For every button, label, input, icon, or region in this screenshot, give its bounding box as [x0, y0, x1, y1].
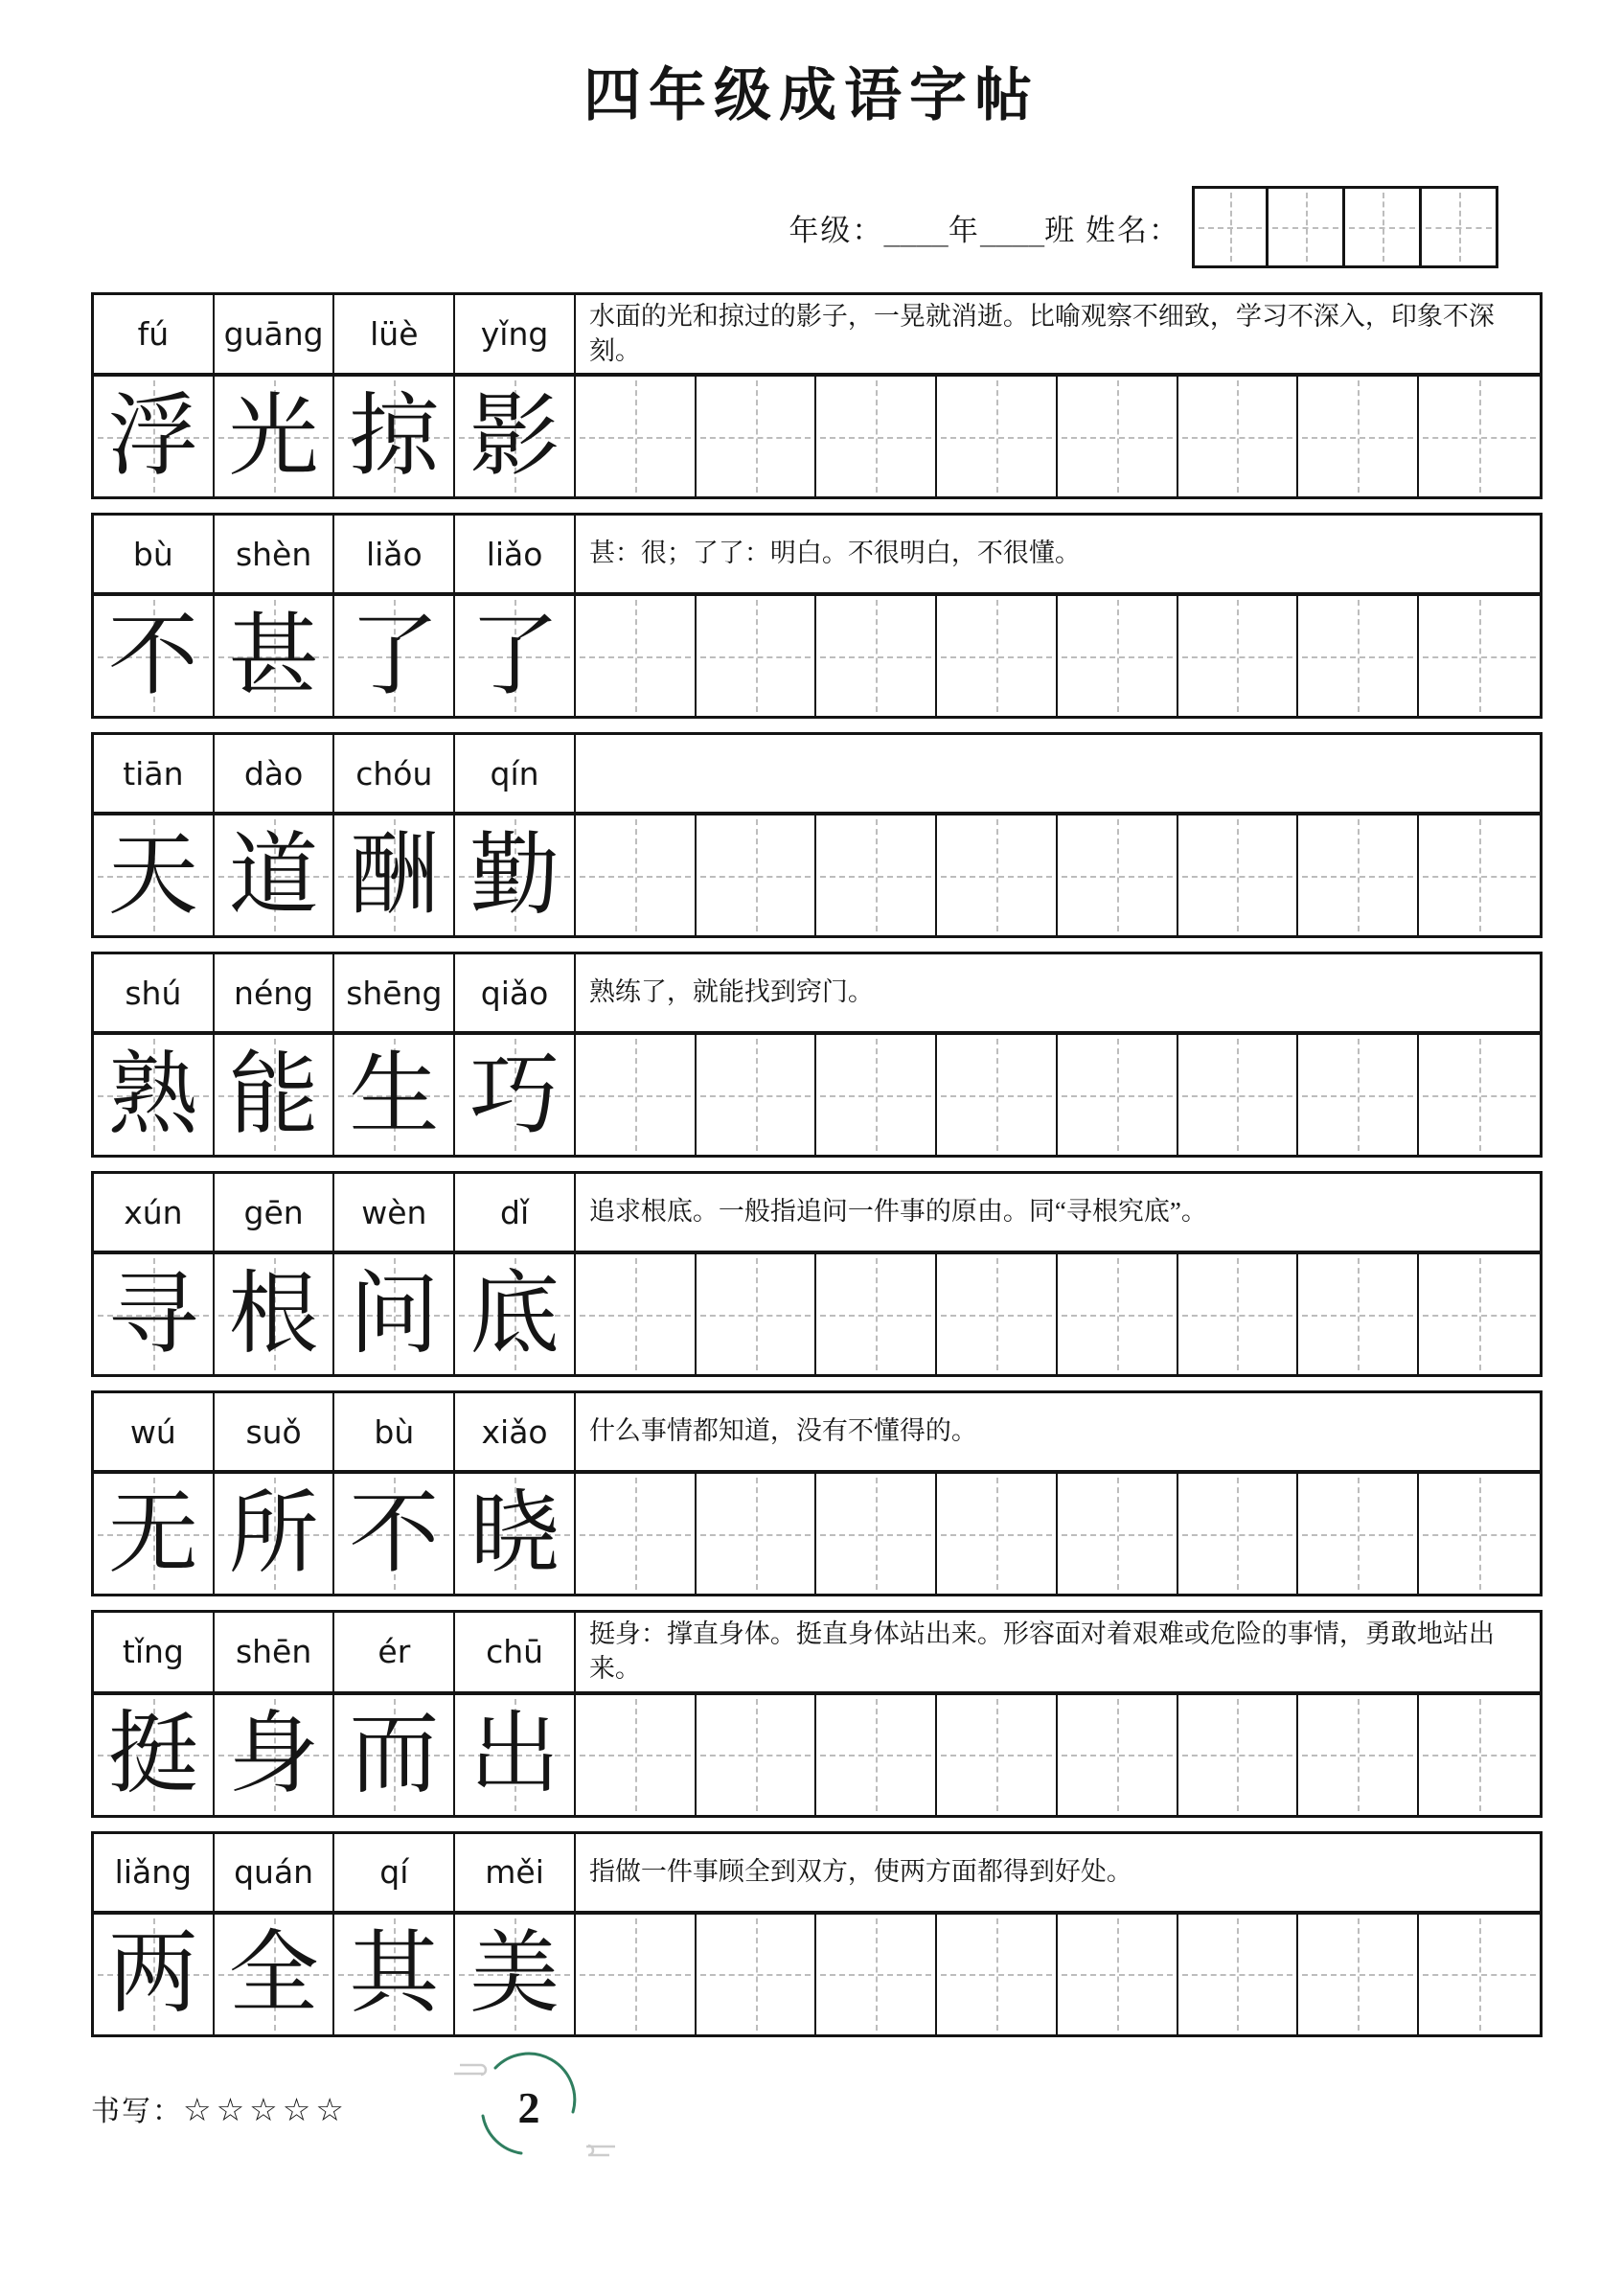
practice-cell [1298, 815, 1419, 935]
practice-cell [697, 1035, 817, 1155]
practice-cell [816, 1915, 937, 2034]
pinyin-cell: liǎo [455, 516, 576, 592]
practice-cell [1178, 1474, 1299, 1594]
pinyin-row [94, 954, 1540, 1035]
pinyin-cell: shēng [334, 954, 455, 1031]
character-cell [94, 1474, 215, 1594]
character-row [94, 1695, 1540, 1815]
character-cell [215, 815, 335, 935]
practice-cell [1298, 596, 1419, 716]
character-cell [215, 1695, 335, 1815]
character-cell [334, 377, 455, 496]
idiom-character: 底 [469, 1264, 560, 1365]
character-cell [334, 815, 455, 935]
character-cell [455, 377, 576, 496]
practice-cell [1058, 1254, 1178, 1374]
practice-cell [1178, 1915, 1299, 2034]
practice-cell [1058, 596, 1178, 716]
idiom-character: 问 [349, 1264, 440, 1365]
practice-cell [1419, 1695, 1540, 1815]
idiom-character: 无 [107, 1483, 198, 1584]
idiom-character: 光 [228, 386, 319, 487]
pinyin-cell: quán [215, 1834, 335, 1911]
pinyin-cell: gēn [215, 1174, 335, 1251]
pinyin-cell: lüè [334, 295, 455, 373]
character-cell [94, 815, 215, 935]
practice-cell [1419, 1915, 1540, 2034]
score-label: 书写： [91, 2096, 183, 2127]
practice-cell [1419, 596, 1540, 716]
pinyin-cell: yǐng [455, 295, 576, 373]
practice-cell [1298, 377, 1419, 496]
idiom-character: 酬 [349, 825, 440, 926]
idiom-character: 生 [349, 1045, 440, 1145]
practice-cell [576, 1695, 697, 1815]
grade-blank: ____ [883, 215, 949, 247]
idiom-character: 影 [469, 386, 560, 487]
name-cell [1269, 186, 1345, 268]
definition-text: 追求根底。一般指追问一件事的原由。同“寻根究底”。 [588, 1197, 1207, 1227]
character-row [94, 596, 1540, 716]
idiom-block [91, 513, 1543, 719]
name-label: 姓名： [1086, 213, 1180, 247]
grade-label: 年级： [789, 213, 884, 247]
idiom-block [91, 1610, 1543, 1817]
pinyin-row [94, 295, 1540, 377]
year-label: 年 [948, 213, 980, 247]
character-cell [455, 1254, 576, 1374]
character-cell [215, 1254, 335, 1374]
idiom-character: 晓 [469, 1483, 560, 1584]
idiom-character: 了 [469, 606, 560, 706]
practice-cell [1058, 1695, 1178, 1815]
pinyin-cell: fú [94, 295, 215, 373]
character-cell [455, 1035, 576, 1155]
pinyin-cell: shēn [215, 1613, 335, 1690]
practice-cell [1058, 815, 1178, 935]
writing-score-line [91, 2087, 349, 2129]
character-cell [455, 1474, 576, 1594]
practice-cell [1419, 1254, 1540, 1374]
pinyin-cell: liǎng [94, 1834, 215, 1911]
idiom-character: 两 [107, 1924, 198, 2024]
idiom-character: 不 [349, 1483, 440, 1584]
idiom-character: 巧 [469, 1045, 560, 1145]
practice-cell [697, 596, 817, 716]
character-cell [334, 1474, 455, 1594]
practice-cell [697, 1695, 817, 1815]
pinyin-cell: tiān [94, 735, 215, 812]
definition-text: 挺身：撑直身体。挺直身体站出来。形容面对着艰难或危险的事情，勇敢地站出来。 [588, 1619, 1495, 1683]
idiom-block [91, 1390, 1543, 1596]
idiom-character: 寻 [107, 1264, 198, 1365]
character-row [94, 815, 1540, 935]
pinyin-cell: liǎo [334, 516, 455, 592]
character-cell [215, 1915, 335, 2034]
practice-cell [1178, 815, 1299, 935]
practice-cell [697, 1254, 817, 1374]
page-number: 2 [517, 2082, 540, 2132]
practice-cell [816, 1474, 937, 1594]
character-cell [215, 596, 335, 716]
idiom-block [91, 1171, 1543, 1377]
idiom-blocks [91, 292, 1543, 2051]
pinyin-cell: néng [215, 954, 335, 1031]
idiom-character: 挺 [107, 1705, 198, 1804]
page-title: 四年级成语字帖 [583, 64, 1040, 127]
practice-cell [576, 1915, 697, 2034]
character-cell [94, 1254, 215, 1374]
practice-cell [576, 1254, 697, 1374]
pinyin-cell: měi [455, 1834, 576, 1911]
practice-cell [937, 1695, 1058, 1815]
practice-cell [1178, 1035, 1299, 1155]
pinyin-row [94, 1834, 1540, 1915]
character-cell [334, 1035, 455, 1155]
character-row [94, 377, 1540, 496]
practice-cell [1058, 1035, 1178, 1155]
idiom-character: 不 [107, 606, 198, 706]
practice-cell [1419, 815, 1540, 935]
character-cell [94, 596, 215, 716]
name-cell [1422, 186, 1498, 268]
idiom-character: 其 [349, 1924, 440, 2024]
practice-cell [1178, 377, 1299, 496]
character-cell [94, 1915, 215, 2034]
name-cell [1345, 186, 1422, 268]
practice-cell [1058, 377, 1178, 496]
score-stars: ☆☆☆☆☆ [183, 2091, 349, 2128]
character-cell [94, 1695, 215, 1815]
practice-cell [937, 1474, 1058, 1594]
idiom-character: 所 [228, 1483, 319, 1584]
practice-cell [816, 815, 937, 935]
practice-cell [937, 596, 1058, 716]
character-cell [455, 815, 576, 935]
idiom-block [91, 292, 1543, 499]
character-cell [94, 1035, 215, 1155]
pinyin-row [94, 1613, 1540, 1694]
pinyin-cell: shú [94, 954, 215, 1031]
pinyin-cell: suǒ [215, 1393, 335, 1470]
idiom-character: 了 [349, 606, 440, 706]
character-row [94, 1254, 1540, 1374]
idiom-character: 根 [228, 1264, 319, 1365]
idiom-character: 全 [228, 1924, 319, 2024]
pinyin-cell: tǐng [94, 1613, 215, 1690]
idiom-block [91, 1831, 1543, 2037]
pinyin-cell: ér [334, 1613, 455, 1690]
pinyin-cell: chóu [334, 735, 455, 812]
practice-cell [1298, 1474, 1419, 1594]
pinyin-cell: wú [94, 1393, 215, 1470]
student-info-line [789, 206, 1180, 249]
pinyin-cell: xiǎo [455, 1393, 576, 1470]
idiom-character: 道 [228, 825, 319, 926]
practice-cell [816, 596, 937, 716]
practice-cell [816, 1254, 937, 1374]
practice-cell [1419, 1474, 1540, 1594]
practice-cell [576, 815, 697, 935]
practice-cell [697, 1915, 817, 2034]
practice-cell [1298, 1915, 1419, 2034]
practice-cell [1058, 1915, 1178, 2034]
definition-text: 熟练了，就能找到窍门。 [588, 977, 874, 1007]
name-cell [1192, 186, 1269, 268]
character-cell [334, 1695, 455, 1815]
practice-cell [1178, 1695, 1299, 1815]
student-info-row [0, 186, 1623, 268]
definition-text: 指做一件事顾全到双方，使两方面都得到好处。 [588, 1856, 1132, 1886]
pinyin-cell: dǐ [455, 1174, 576, 1251]
definition-text: 水面的光和掠过的影子，一晃就消逝。比喻观察不细致，学习不深入，印象不深刻。 [588, 302, 1495, 365]
practice-cell [697, 1474, 817, 1594]
idiom-character: 勤 [469, 825, 560, 926]
idiom-character: 熟 [107, 1045, 198, 1145]
character-row [94, 1474, 1540, 1594]
practice-cell [697, 377, 817, 496]
practice-cell [937, 815, 1058, 935]
pinyin-row [94, 735, 1540, 815]
idiom-character: 美 [469, 1924, 560, 2024]
class-blank: ____ [979, 215, 1045, 247]
practice-cell [576, 377, 697, 496]
definition-text: 什么事情都知道，没有不懂得的。 [588, 1416, 977, 1446]
character-cell [215, 1474, 335, 1594]
practice-cell [937, 377, 1058, 496]
character-cell [455, 596, 576, 716]
idiom-block [91, 952, 1543, 1158]
pinyin-cell: shèn [215, 516, 335, 592]
pinyin-cell: qiǎo [455, 954, 576, 1031]
definition-text [576, 735, 1540, 812]
pinyin-cell: qín [455, 735, 576, 812]
character-cell [334, 596, 455, 716]
pinyin-cell: bù [94, 516, 215, 592]
idiom-character: 浮 [107, 386, 198, 487]
practice-cell [576, 1035, 697, 1155]
pinyin-cell: qí [334, 1834, 455, 1911]
pinyin-cell: chū [455, 1613, 576, 1690]
idiom-character: 能 [228, 1045, 319, 1145]
practice-cell [1298, 1695, 1419, 1815]
pinyin-cell: xún [94, 1174, 215, 1251]
character-cell [455, 1695, 576, 1815]
pinyin-cell: dào [215, 735, 335, 812]
practice-cell [1178, 596, 1299, 716]
practice-cell [1419, 1035, 1540, 1155]
practice-cell [576, 596, 697, 716]
practice-cell [1298, 1035, 1419, 1155]
idiom-character: 身 [228, 1705, 319, 1804]
practice-cell [937, 1254, 1058, 1374]
pinyin-row [94, 1393, 1540, 1474]
idiom-character: 掠 [349, 386, 440, 487]
name-grid [1192, 186, 1498, 268]
definition-text: 甚：很；了了：明白。不很明白，不很懂。 [588, 539, 1081, 568]
idiom-character: 出 [469, 1705, 560, 1804]
character-row [94, 1915, 1540, 2034]
idiom-character: 而 [349, 1705, 440, 1804]
practice-cell [816, 377, 937, 496]
character-row [94, 1035, 1540, 1155]
idiom-block [91, 732, 1543, 938]
practice-cell [576, 1474, 697, 1594]
practice-cell [937, 1915, 1058, 2034]
class-label: 班 [1044, 213, 1077, 247]
practice-cell [1419, 377, 1540, 496]
pinyin-row [94, 1174, 1540, 1254]
pinyin-cell: wèn [334, 1174, 455, 1251]
pinyin-cell: guāng [215, 295, 335, 373]
idiom-character: 甚 [228, 606, 319, 706]
character-cell [215, 377, 335, 496]
practice-cell [1058, 1474, 1178, 1594]
character-cell [334, 1915, 455, 2034]
idiom-character: 天 [107, 825, 198, 926]
character-cell [334, 1254, 455, 1374]
practice-cell [816, 1035, 937, 1155]
practice-cell [1298, 1254, 1419, 1374]
practice-cell [937, 1035, 1058, 1155]
character-cell [94, 377, 215, 496]
practice-cell [816, 1695, 937, 1815]
character-cell [215, 1035, 335, 1155]
pinyin-row [94, 516, 1540, 596]
practice-cell [1178, 1254, 1299, 1374]
character-cell [455, 1915, 576, 2034]
practice-cell [697, 815, 817, 935]
pinyin-cell: bù [334, 1393, 455, 1470]
page-number-decoration [452, 2039, 617, 2175]
